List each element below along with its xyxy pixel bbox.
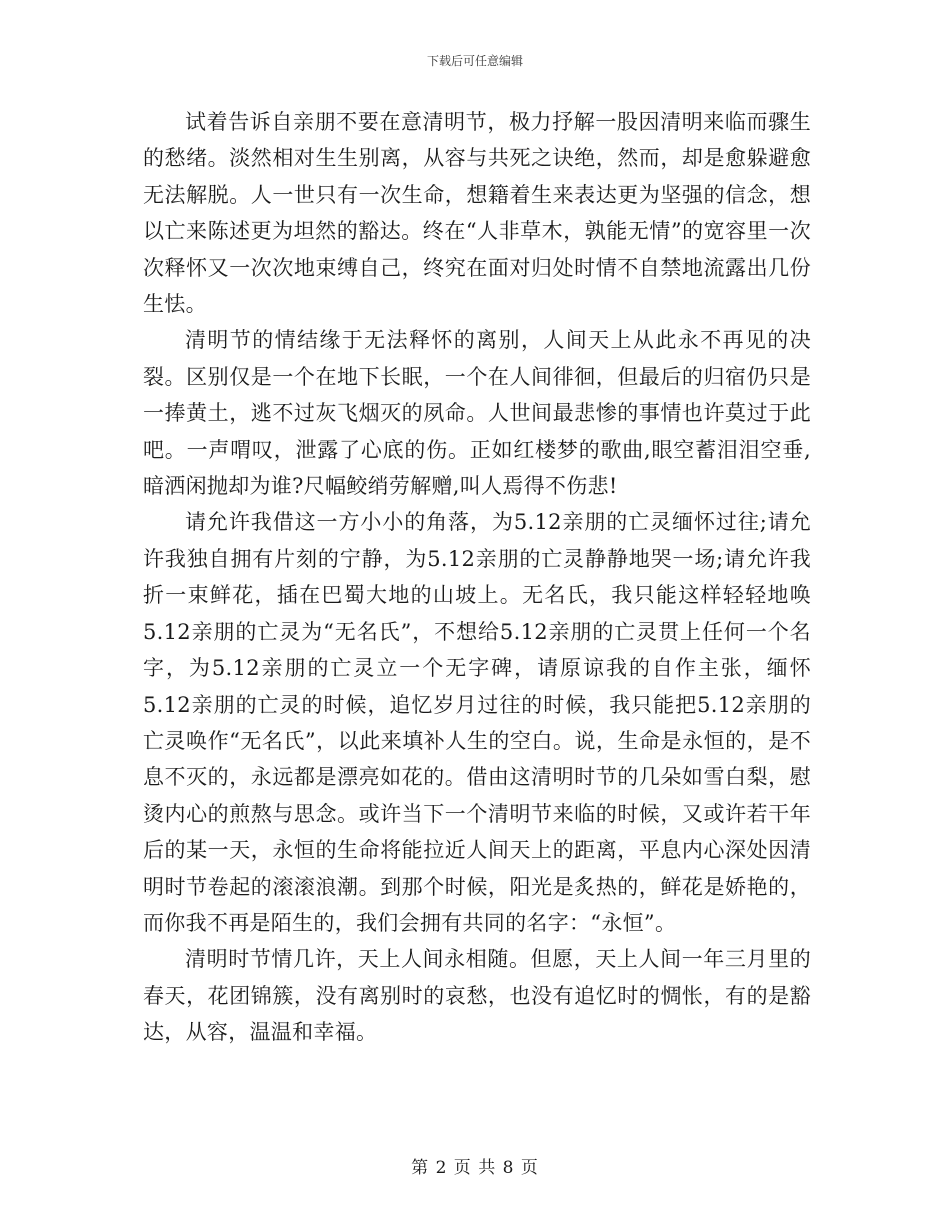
paragraph-3: 请允许我借这一方小小的角落，为5.12亲朋的亡灵缅怀过往;请允许我独自拥有片刻的宁静，为5.12亲朋的亡灵静静地哭一场;请允许我折一束鲜花，插在巴蜀大地的山坡上。无名氏，我只能这样轻轻地唤5.12亲朋的亡灵为“无名氏”，不想给5.12亲朋的亡灵贯上任何一个名字，为5.12亲朋的亡灵立一个无字碑，请原谅我的自作主张，缅怀5.12亲朋的亡灵的时候，追忆岁月过往的时候，我只能把5.12亲朋的亡灵唤作“无名氏”，以此来填补人生的空白。说，生命是永恒的，是不息不灭的，永远都是漂亮如花的。借由这清明时节的几朵如雪白梨，慰烫内心的煎熬与思念。或许当下一个清明节来临的时候，又或许若干年后的某一天，永恒的生命将能拉近人间天上的距离，平息内心深处因清明时节卷起的滚滚浪潮。到那个时候，阳光是炙热的，鲜花是娇艳的，而你我不再是陌生的，我们会拥有共同的名字：“永恒”。 [143,510,811,935]
page-number: 第 2 页 共 8 页 [411,1158,539,1178]
paragraph-4: 清明时节情几许，天上人间永相随。但愿，天上人间一年三月里的春天，花团锦簇，没有离别时的哀愁，也没有追忆时的惆怅，有的是豁达，从容，温温和幸福。 [143,947,811,1045]
page-header: 下载后可任意编辑 [426,54,523,68]
paragraph-1: 试着告诉自亲朋不要在意清明节，极力抒解一股因清明来临而骤生的愁绪。淡然相对生生别离，从容与共死之诀绝，然而，却是愈躲避愈无法解脱。人一世只有一次生命，想籍着生来表达更为坚强的信念，想以亡来陈述更为坦然的豁达。终在“人非草木，孰能无情”的宽容里一次次释怀又一次次地束缚自己，终究在面对归处时情不自禁地流露出几份生怯。 [143,110,811,317]
paragraph-2: 清明节的情结缘于无法释怀的离别，人间天上从此永不再见的决裂。区别仅是一个在地下长眠，一个在人间徘徊，但最后的归宿仍只是一捧黄土，逃不过灰飞烟灭的夙命。人世间最悲惨的事情也许莫过于此吧。一声喟叹，泄露了心底的伤。正如红楼梦的歌曲,眼空蓄泪泪空垂,暗洒闲抛却为谁?尺幅鲛绡劳解赠,叫人焉得不伤悲! [143,328,811,499]
document-body [143,104,811,1051]
